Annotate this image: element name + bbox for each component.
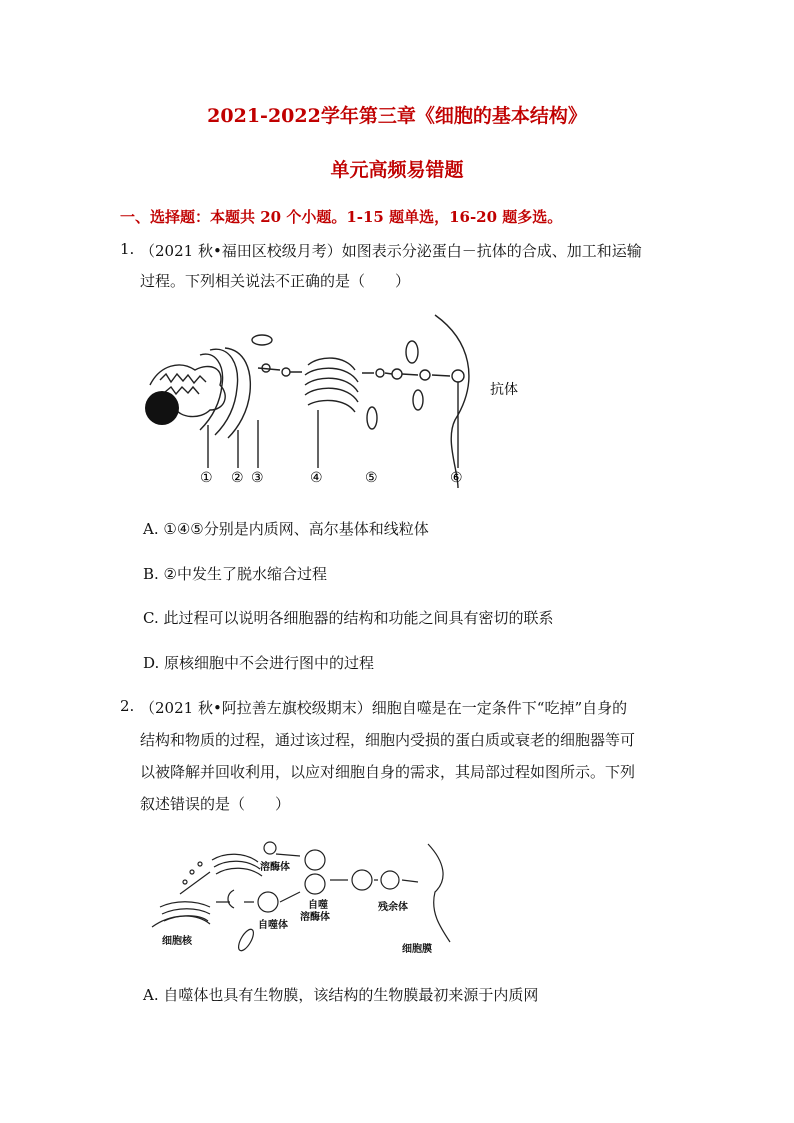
- q1-number: 1.: [120, 240, 135, 258]
- q2-label-nucleus: 细胞核: [162, 936, 192, 947]
- q1-marker-6: ⑥: [450, 470, 463, 486]
- document-title: 2021-2022学年第三章《细胞的基本结构》: [207, 105, 587, 127]
- q2-label-autolysosome-2: 溶酶体: [300, 912, 330, 923]
- q2-label-membrane: 细胞膜: [402, 944, 432, 955]
- q1-option-c: C. 此过程可以说明各细胞器的结构和功能之间具有密切的联系: [143, 609, 554, 627]
- q2-stem-line4: 叙述错误的是（ ）: [140, 795, 291, 813]
- q1-marker-3: ③: [251, 470, 264, 486]
- q2-label-residual-body: 残余体: [378, 902, 408, 913]
- q2-number: 2.: [120, 697, 135, 715]
- q1-antibody-label: 抗体: [490, 382, 518, 398]
- q2-option-a: A. 自噬体也具有生物膜，该结构的生物膜最初来源于内质网: [143, 986, 539, 1004]
- q1-marker-4: ④: [310, 470, 323, 486]
- q1-stem-line1: （2021 秋•福田区校级月考）如图表示分泌蛋白－抗体的合成、加工和运输: [140, 242, 642, 260]
- q1-option-a: A. ①④⑤分别是内质网、高尔基体和线粒体: [143, 520, 429, 538]
- q2-label-autolysosome-1: 自噬: [308, 900, 328, 911]
- q2-stem-line2: 结构和物质的过程，通过该过程，细胞内受损的蛋白质或衰老的细胞器等可: [140, 731, 636, 749]
- q2-stem-line3: 以被降解并回收利用，以应对细胞自身的需求，其局部过程如图所示。下列: [140, 763, 636, 781]
- section-heading: 一、选择题：本题共 20 个小题。1-15 题单选，16-20 题多选。: [120, 208, 563, 226]
- q1-marker-1: ①: [200, 470, 213, 486]
- q1-marker-5: ⑤: [365, 470, 378, 486]
- q1-stem-line2: 过程。下列相关说法不正确的是（ ）: [140, 272, 411, 290]
- q1-marker-2: ②: [231, 470, 244, 486]
- q1-option-b: B. ②中发生了脱水缩合过程: [143, 565, 328, 583]
- document-subtitle: 单元高频易错题: [330, 159, 464, 181]
- q1-figure-secretion: [140, 310, 540, 490]
- q1-option-d: D. 原核细胞中不会进行图中的过程: [143, 654, 375, 672]
- q2-label-autophagosome: 自噬体: [258, 920, 288, 931]
- q2-stem-line1: （2021 秋•阿拉善左旗校级期末）细胞自噬是在一定条件下“吃掉”自身的: [140, 699, 628, 717]
- q2-figure-autophagy: [150, 832, 470, 960]
- q2-label-lysosome: 溶酶体: [260, 862, 290, 873]
